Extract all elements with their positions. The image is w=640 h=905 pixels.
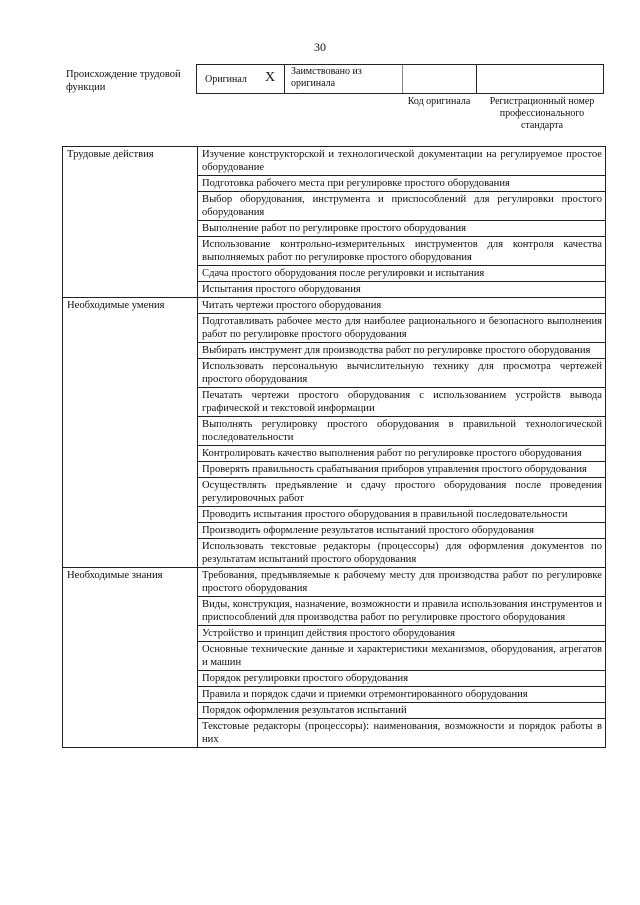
table-row [63, 298, 606, 314]
section-item: Читать чертежи простого оборудования [198, 298, 606, 314]
section-item: Использование контрольно-измерительных инструментов для контроля качества выполняемых работ по регулировке простого оборудования [198, 237, 606, 266]
borrowed-cell [285, 65, 403, 93]
labor-function-table [62, 146, 606, 748]
reg-number-cell [477, 65, 603, 93]
section-item: Проверять правильность срабатывания приборов управления простого оборудования [198, 462, 606, 478]
code-cell [403, 65, 477, 93]
section-item: Выбор оборудования, инструмента и приспособлений для регулировки простого оборудования [198, 192, 606, 221]
original-mark: X [265, 70, 276, 85]
origin-box [196, 64, 604, 94]
section-item: Проводить испытания простого оборудования в правильной последовательности [198, 507, 606, 523]
original-label: Оригинал [205, 74, 247, 85]
code-label: Код оригинала [407, 96, 471, 107]
section-item: Сдача простого оборудования после регулировки и испытания [198, 266, 606, 282]
section-item: Устройство и принцип действия простого оборудования [198, 626, 606, 642]
section-item: Использовать текстовые редакторы (процессоры) для оформления документов по результатам испытаний простого оборудования [198, 539, 606, 568]
section-item: Виды, конструкция, назначение, возможности и правила использования инструментов и приспособлений для производства работ по регулировке простого оборудования [198, 597, 606, 626]
section-item: Производить оформление результатов испытаний простого оборудования [198, 523, 606, 539]
section-item: Выполнять регулировку простого оборудования в правильной технологической последовательности [198, 417, 606, 446]
section-item: Требования, предъявляемые к рабочему месту для производства работ по регулировке простого оборудования [198, 568, 606, 597]
section-item: Правила и порядок сдачи и приемки отремонтированного оборудования [198, 687, 606, 703]
section-item: Основные технические данные и характеристики механизмов, оборудования, агрегатов и машин [198, 642, 606, 671]
section-title: Необходимые умения [63, 298, 198, 568]
section-title: Необходимые знания [63, 568, 198, 748]
origin-label: Происхождение трудовой функции [66, 69, 181, 93]
section-item: Порядок оформления результатов испытаний [198, 703, 606, 719]
table-row [63, 147, 606, 176]
section-item: Выполнение работ по регулировке простого оборудования [198, 221, 606, 237]
section-item: Использовать персональную вычислительную технику для просмотра чертежей простого оборудования [198, 359, 606, 388]
section-title: Трудовые действия [63, 147, 198, 298]
original-cell [197, 65, 285, 93]
table-row [63, 568, 606, 597]
section-item: Подготовка рабочего места при регулировке простого оборудования [198, 176, 606, 192]
borrowed-label: Заимствовано из оригинала [291, 66, 362, 89]
section-item: Изучение конструкторской и технологической документации на регулируемое простое оборудование [198, 147, 606, 176]
section-item: Печатать чертежи простого оборудования с использованием устройств вывода графической и текстовой информации [198, 388, 606, 417]
section-item: Контролировать качество выполнения работ по регулировке простого оборудования [198, 446, 606, 462]
section-item: Текстовые редакторы (процессоры): наименования, возможности и порядок работы в них [198, 719, 606, 748]
page-number: 30 [314, 40, 326, 54]
section-item: Испытания простого оборудования [198, 282, 606, 298]
reg-number-label: Регистрационный номер профессионального стандарта [489, 96, 595, 131]
section-item: Осуществлять предъявление и сдачу простого оборудования после проведения регулировочных работ [198, 478, 606, 507]
section-item: Выбирать инструмент для производства работ по регулировке простого оборудования [198, 343, 606, 359]
section-item: Подготавливать рабочее место для наиболее рационального и безопасного выполнения работ по регулировке простого оборудования [198, 314, 606, 343]
section-item: Порядок регулировки простого оборудования [198, 671, 606, 687]
